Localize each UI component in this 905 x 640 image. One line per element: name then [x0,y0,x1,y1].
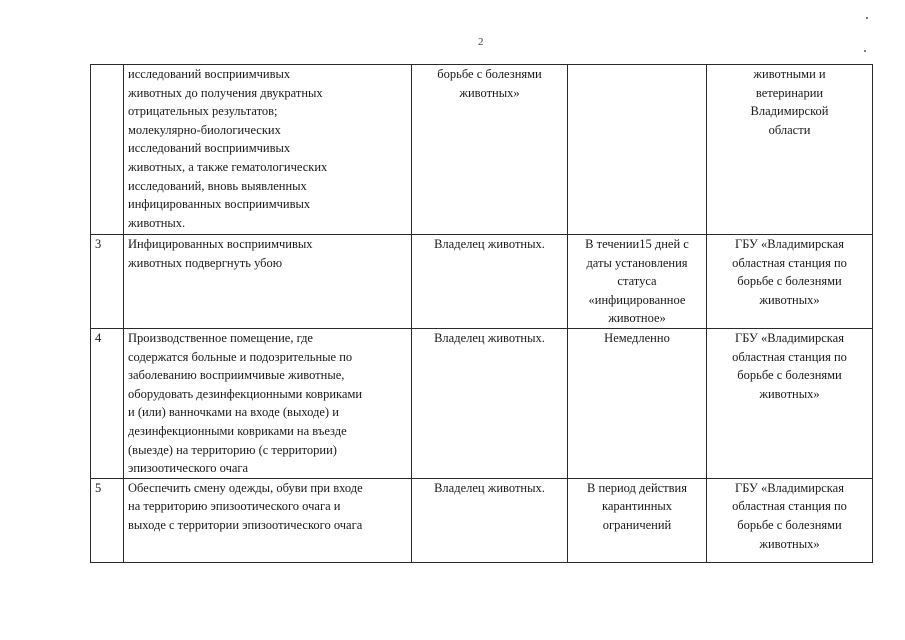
control-line: животных» [759,292,820,307]
control-line: борьбе с болезнями [737,274,842,289]
measure-line: (выезде) на территорию (с территории) [128,442,337,457]
executor-cell [412,328,568,478]
term-line: В течении15 дней с [585,237,689,251]
control-line: животных» [759,536,820,551]
term-line: даты установления [586,255,688,270]
measure-cell [124,65,412,235]
measure-line: исследований восприимчивых [128,67,291,81]
row-number: 5 [91,478,124,562]
control-cell [707,478,873,562]
control-line: животных» [759,386,820,401]
table-row [91,65,873,235]
row-number [91,65,124,235]
term-line: статуса [617,274,657,289]
control-line: ГБУ «Владимирская [735,480,844,495]
executor-cell [412,235,568,329]
term-line: В период действия [587,480,687,495]
measure-line: инфицированных восприимчивых [128,197,311,212]
row-number: 4 [91,328,124,478]
executor-line: Владелец животных. [434,480,545,495]
measure-line: выходе с территории эпизоотического очага [128,517,363,532]
measure-cell [124,235,412,329]
table-row [91,478,873,562]
executor-line: животных» [459,85,520,100]
scan-speck [866,17,868,19]
measure-line: содержатся больные и подозрительные по [128,349,353,364]
term-line: «инфицированное [588,292,686,307]
executor-line: борьбе с болезнями [437,67,542,81]
measure-line: эпизоотического очага [128,461,249,476]
table-row [91,328,873,478]
measure-line: дезинфекционными ковриками на въезде [128,423,347,438]
measure-line: молекулярно-биологических [128,122,281,137]
term-cell [568,328,707,478]
control-line: ГБУ «Владимирская [735,237,844,251]
scan-speck [864,50,866,52]
control-line: Владимирской [750,104,829,119]
measures-table [90,64,873,563]
measure-line: исследований восприимчивых [128,141,291,156]
term-line: Немедленно [604,330,670,345]
control-line: борьбе с болезнями [737,368,842,383]
executor-cell [412,65,568,235]
row-number: 3 [91,235,124,329]
control-line: ГБУ «Владимирская [735,330,844,345]
page-number: 2 [478,36,484,48]
measure-line: животных. [128,215,186,230]
measure-line: исследований, вновь выявленных [128,178,307,193]
measure-line: оборудовать дезинфекционными ковриками [128,386,363,401]
measure-cell [124,328,412,478]
measure-cell [124,478,412,562]
control-line: области [768,122,811,137]
term-line: животное» [608,311,666,326]
control-line: ветеринарии [755,85,824,100]
term-line: ограничений [602,517,672,532]
control-line: животными и [753,67,826,81]
term-cell [568,478,707,562]
table-row [91,235,873,329]
control-cell [707,65,873,235]
control-line: областная станция по [732,499,847,514]
measure-line: животных подвергнуть убою [128,255,283,270]
measure-line: отрицательных результатов; [128,104,278,119]
control-line: борьбе с болезнями [737,517,842,532]
measure-line: Обеспечить смену одежды, обуви при входе [128,480,363,495]
executor-line: Владелец животных. [434,330,545,345]
executor-line: Владелец животных. [434,237,545,251]
measure-line: животных до получения двукратных [128,85,323,100]
control-cell [707,328,873,478]
measure-line: заболеванию восприимчивые животные, [128,368,345,383]
term-cell [568,65,707,235]
measure-line: и (или) ванночками на входе (выходе) и [128,405,339,420]
measure-line: на территорию эпизоотического очага и [128,499,341,514]
control-cell [707,235,873,329]
term-cell [568,235,707,329]
measure-line: животных, а также гематологических [128,159,328,174]
term-line: карантинных [601,499,673,514]
control-line: областная станция по [732,349,847,364]
executor-cell [412,478,568,562]
measure-line: Производственное помещение, где [128,330,313,345]
measure-line: Инфицированных восприимчивых [128,237,313,251]
control-line: областная станция по [732,255,847,270]
